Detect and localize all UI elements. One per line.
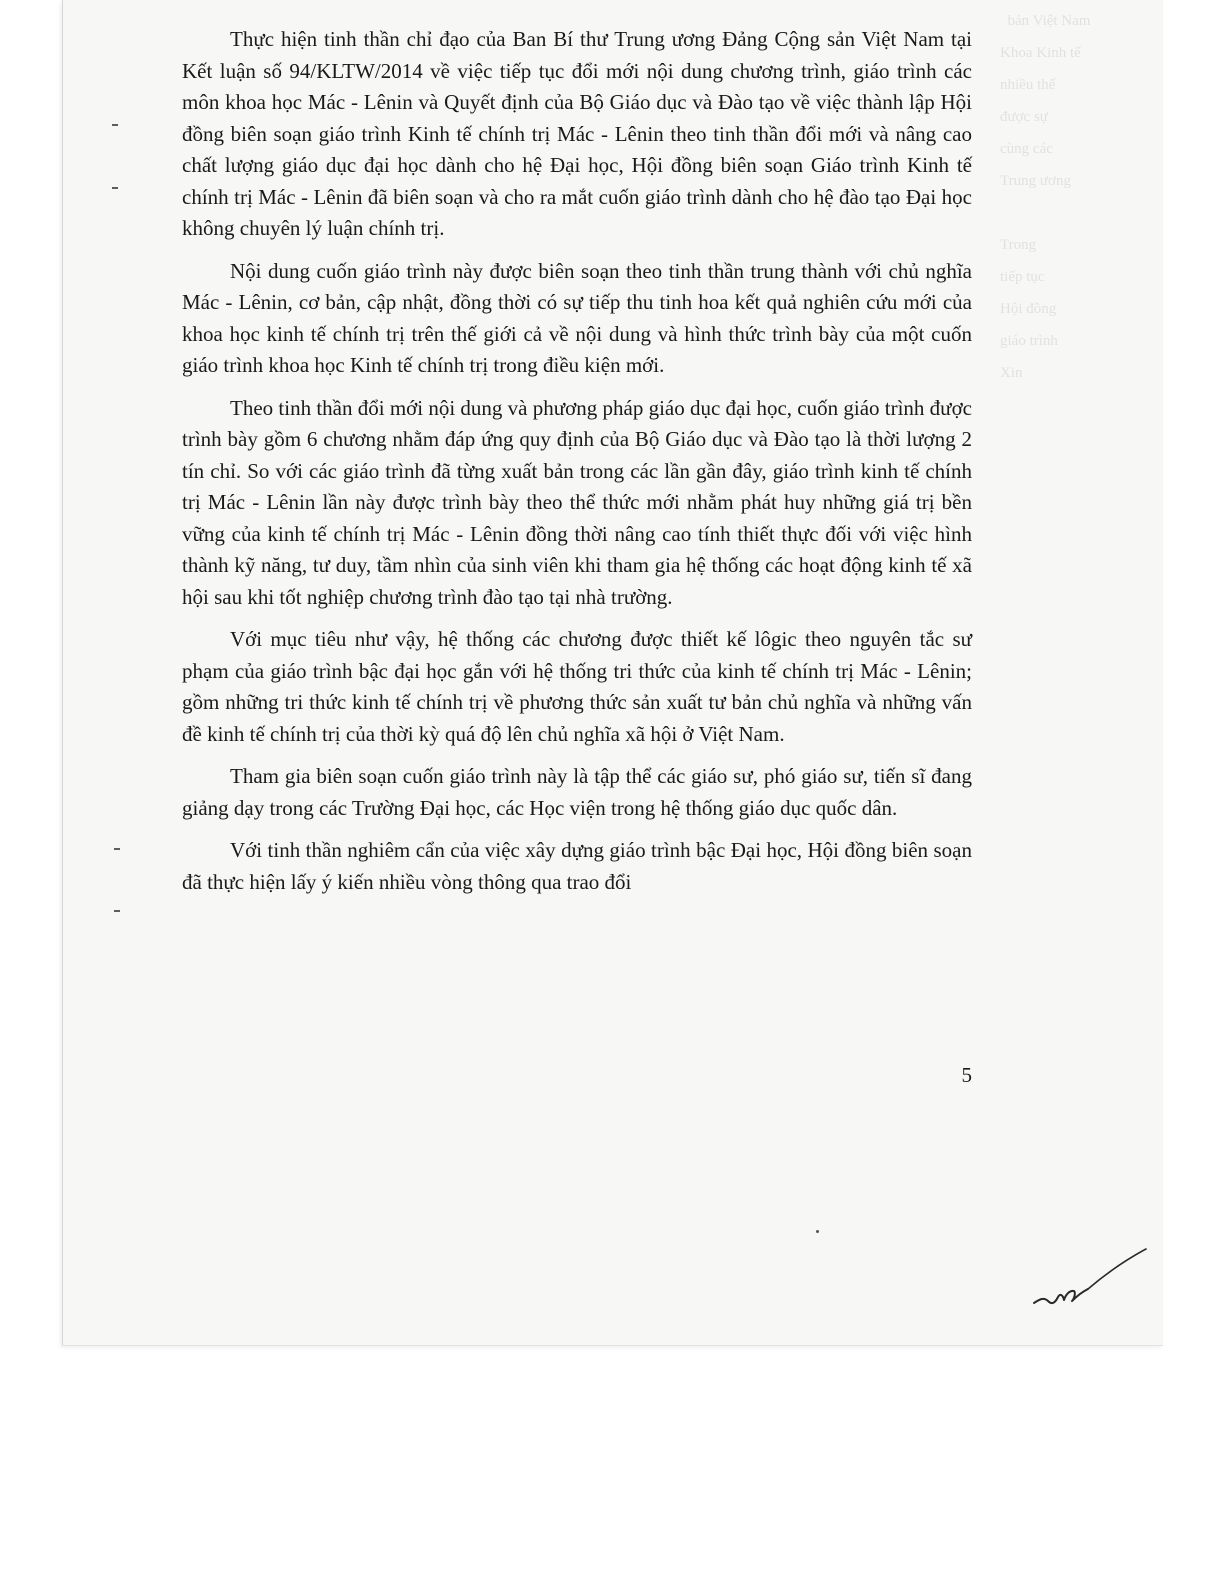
paragraph-2: Nội dung cuốn giáo trình này được biên soạn theo tinh thần trung thành với chủ nghĩa Mác - Lênin, cơ bản, cập nhật, đồng thời có sự tiếp thu tinh hoa kết quả nghiên cứu mới của khoa học kinh tế chính trị trên thế giới cả về nội dung và hình thức trình bày của một cuốn giáo trình khoa học Kinh tế chính trị trong điều kiện mới. xyxy=(182,258,972,377)
paragraph-3: Theo tinh thần đổi mới nội dung và phương pháp giáo dục đại học, cuốn giáo trình được trình bày gồm 6 chương nhằm đáp ứng quy định của Bộ Giáo dục và Đào tạo là thời lượng 2 tín chỉ. So với các giáo trình đã từng xuất bản trong các lần gần đây, giáo trình kinh tế chính trị Mác - Lênin lần này được trình bày theo thể thức mới nhằm phát huy những giá trị bền vững của kinh tế chính trị Mác - Lênin đồng thời nâng cao tính thiết thực đối với việc hình thành kỹ năng, tư duy, tầm nhìn của sinh viên khi tham gia hệ thống các hoạt động kinh tế xã hội sau khi tốt nghiệp chương trình đào tạo tại nhà trường. xyxy=(182,395,972,609)
scan-mark xyxy=(114,910,120,912)
scan-mark xyxy=(114,848,120,850)
paragraph-1: Thực hiện tinh thần chỉ đạo của Ban Bí thư Trung ương Đảng Cộng sản Việt Nam tại Kết luận số 94/KLTW/2014 về việc tiếp tục đổi mới nội dung chương trình, giáo trình các môn khoa học Mác - Lênin và Quyết định của Bộ Giáo dục và Đào tạo về việc thành lập Hội đồng biên soạn giáo trình Kinh tế chính trị Mác - Lênin theo tinh thần đổi mới và nâng cao chất lượng giáo dục đại học dành cho hệ Đại học, Hội đồng biên soạn Giáo trình Kinh tế chính trị Mác - Lênin đã biên soạn và cho ra mắt cuốn giáo trình dành cho hệ đào tạo Đại học không chuyên lý luận chính trị. xyxy=(182,27,972,240)
page-number: 5 xyxy=(961,1063,972,1087)
signature-icon xyxy=(1030,1245,1150,1315)
scan-mark xyxy=(112,187,118,189)
scan-mark xyxy=(816,1230,819,1233)
paragraph-6: Với tinh thần nghiêm cẩn của việc xây dựng giáo trình bậc Đại học, Hội đồng biên soạn đã thực hiện lấy ý kiến nhiều vòng thông qua trao đổi xyxy=(182,838,972,894)
scan-mark xyxy=(112,124,118,126)
paragraph-5: Tham gia biên soạn cuốn giáo trình này là tập thể các giáo sư, phó giáo sư, tiến sĩ đang giảng dạy trong các Trường Đại học, các Học viện trong hệ thống giáo dục quốc dân. xyxy=(182,764,972,820)
body-text xyxy=(182,24,972,909)
paragraph-4: Với mục tiêu như vậy, hệ thống các chương được thiết kế lôgic theo nguyên tắc sư phạm của giáo trình bậc đại học gắn với hệ thống tri thức của kinh tế chính trị Mác - Lênin; gồm những tri thức kinh tế chính trị về phương thức sản xuất tư bản chủ nghĩa và những vấn đề kinh tế chính trị của thời kỳ quá độ lên chủ nghĩa xã hội ở Việt Nam. xyxy=(182,627,972,746)
